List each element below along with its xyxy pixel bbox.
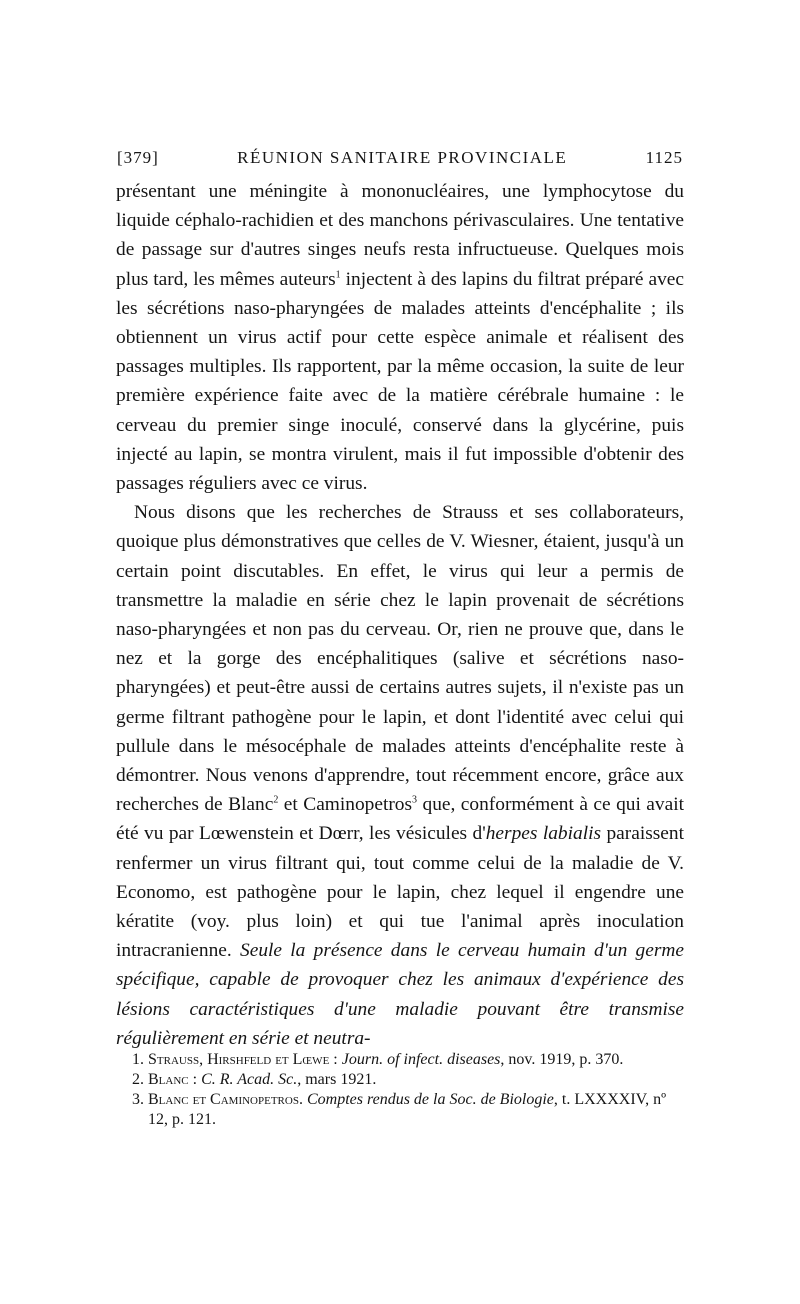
- footnote-2-journal: C. R. Acad. Sc.: [201, 1071, 298, 1088]
- header-title: RÉUNION SANITAIRE PROVINCIALE: [237, 148, 568, 167]
- paragraph-2-text-d: paraissent renfermer un virus filtrant qui, tout comme celui de la maladie de V. Economo, est pathogène pour le lapin, chez lequel il engendre une kératite (voy. plus loin) et qui tue l'animal après inoculation intracranienne.: [116, 823, 684, 962]
- footnote-2-authors: Blanc: [148, 1071, 189, 1088]
- footnote-3-sep: .: [298, 1091, 307, 1108]
- paragraph-1: [116, 177, 684, 498]
- footnote-2-rest: , mars 1921.: [297, 1071, 377, 1088]
- footnote-3-journal: Comptes rendus de la Soc. de Biologie: [306, 1091, 554, 1108]
- paragraph-1-text: présentant une méningite à mononucléaires, une lymphocytose du liquide céphalo-rachidien et des manchons périvasculaires. Une tentative de passage sur d'autres singes neufs resta infructueuse. Quelques mois plus tard, les mêmes auteurs: [116, 181, 684, 290]
- paragraph-2-text-c: que, conformément à ce qui avait été vu par Lœwenstein et Dœrr, les vésicules d': [116, 794, 684, 845]
- footnote-ref-1: 1: [335, 269, 341, 281]
- footnote-2: [132, 1070, 684, 1090]
- footnote-3: [132, 1090, 684, 1130]
- footnote-3-rest: , t. LXXXXIV, nº 12, p. 121.: [148, 1091, 667, 1128]
- paragraph-2-text-a: Nous disons que les recherches de Strauss et ses collaborateurs, quoique plus démonstratives que celles de V. Wiesner, étaient, jusqu'à un certain point discutables. En effet, le virus qui leur a permis de transmettre la maladie en série chez le lapin provenait de sécrétions naso-pharyngées et non pas du cerveau. Or, rien ne prouve que, dans le nez et la gorge des encéphalitiques (salive et sécrétions naso-pharyngées) et peut-être aussi de certains autres sujets, il n'existe pas un germe filtrant pathogène pour le lapin, et dont l'identité avec celui qui pullule dans le mésocéphale de malades atteints d'encéphalite reste à démontrer. Nous venons d'apprendre, tout récemment encore, grâce aux recherches de Blanc: [116, 502, 684, 816]
- paragraph-1-text-cont: injectent à des lapins du filtrat préparé avec les sécrétions naso-pharyngées de malades atteints d'encéphalite ; ils obtiennent un virus actif pour cette espèce animale et réalisent des passages multiples. Ils rapportent, par la même occasion, la suite de leur première expérience faite avec de la matière cérébrale humaine : le cerveau du premier singe inoculé, conservé dans la glycérine, puis injecté au lapin, se montra virulent, mais il fut impossible d'obtenir des passages réguliers avec ce virus.: [116, 268, 684, 495]
- page-number: 1125: [645, 148, 683, 167]
- paragraph-2: [116, 498, 684, 1053]
- footnote-2-number: 2.: [132, 1071, 144, 1088]
- footnote-1-number: 1.: [132, 1051, 144, 1068]
- paragraph-2-italic-herpes: herpes labialis: [485, 823, 602, 845]
- footnote-ref-3: 3: [412, 794, 418, 806]
- footnote-1-journal: Journ. of infect. diseases: [341, 1051, 501, 1068]
- body-text: [116, 177, 684, 1053]
- paragraph-2-italic-conclusion: Seule la présence dans le cerveau humain d'un germe spécifique, capable de provoquer chez les animaux d'expérience des lésions caractéristiques d'une maladie pouvant être transmise régulièrement en série et neutra-: [116, 940, 684, 1049]
- footnotes: [116, 1050, 684, 1130]
- footnote-3-number: 3.: [132, 1091, 144, 1108]
- footnote-2-sep: :: [188, 1071, 202, 1088]
- footnote-3-authors: Blanc et Caminopetros: [148, 1091, 299, 1108]
- footnote-1-authors: Strauss, Hirshfeld et Lœwe: [148, 1051, 330, 1068]
- footnote-1-rest: , nov. 1919, p. 370.: [500, 1051, 624, 1068]
- running-header: [117, 144, 683, 172]
- header-section-number: [379]: [117, 148, 159, 167]
- paragraph-2-text-b: et Caminopetros: [278, 794, 413, 816]
- footnote-1: [132, 1050, 684, 1070]
- footnote-ref-2: 2: [273, 794, 279, 806]
- footnote-1-sep: :: [329, 1051, 342, 1068]
